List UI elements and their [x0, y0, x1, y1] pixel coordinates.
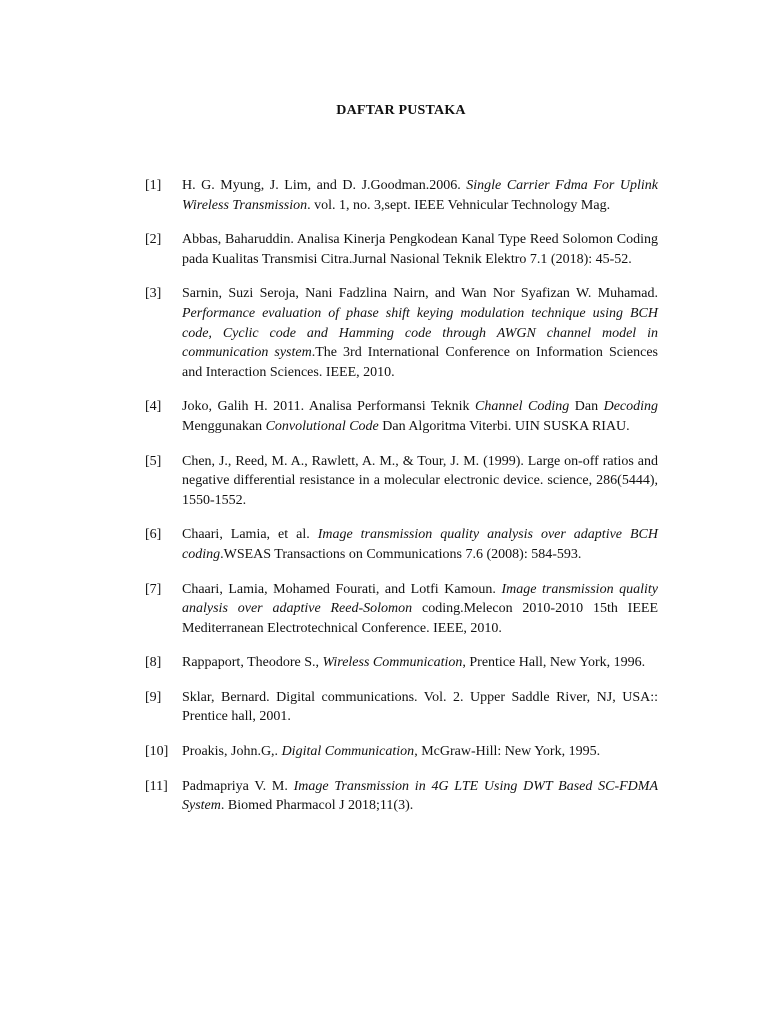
reference-item: [145, 397, 658, 436]
reference-text-part: . Biomed Pharmacol J 2018;11(3).: [220, 798, 414, 814]
reference-number: [2]: [145, 232, 162, 248]
reference-text: [182, 580, 658, 639]
reference-number: [7]: [145, 581, 162, 597]
reference-text-part: .WSEAS Transactions on Communications 7.6 (2008): 584-593.: [220, 546, 582, 562]
reference-number: [6]: [145, 527, 162, 543]
reference-item: [145, 580, 658, 639]
reference-text-part: Rappaport, Theodore S.,: [182, 655, 323, 671]
reference-title-italic: Single Carrier Fdma For Uplink Wireless Transmission: [182, 178, 658, 213]
reference-number: [11]: [145, 778, 168, 794]
reference-text: [182, 284, 658, 382]
reference-title-italic: Image transmission quality analysis over adaptive BCH coding: [182, 527, 658, 562]
reference-text-part: Chaari, Lamia, et al.: [182, 527, 318, 543]
reference-number: [5]: [145, 453, 162, 469]
reference-item: [145, 525, 658, 564]
reference-title-italic: Digital Communication: [281, 744, 415, 760]
reference-item: [145, 452, 658, 511]
reference-title-italic: Performance evaluation of phase shift keying modulation technique using BCH code, Cyclic code and Hamming code through AWGN channel model in communication system: [182, 305, 658, 361]
reference-number: [8]: [145, 655, 162, 671]
reference-text-part: Chaari, Lamia, Mohamed Fourati, and Lotfi Kamoun.: [182, 581, 502, 597]
reference-item: [145, 742, 658, 762]
reference-title-italic: Image Transmission in 4G LTE Using DWT Based SC-FDMA System: [182, 778, 658, 814]
reference-text-part: Sarnin, Suzi Seroja, Nani Fadzlina Nairn, and Wan Nor Syafizan W. Muhamad.: [182, 286, 658, 302]
reference-text: [182, 742, 658, 762]
reference-text: [182, 777, 658, 816]
reference-item: [145, 284, 658, 382]
reference-text: [182, 176, 658, 215]
reference-text: [182, 397, 658, 436]
reference-item: [145, 230, 658, 269]
reference-text-part: , McGraw-Hill: New York, 1995.: [414, 744, 601, 760]
reference-text-part: Dan: [569, 399, 604, 415]
reference-text-part: Dan Algoritma Viterbi. UIN SUSKA RIAU.: [378, 418, 630, 434]
reference-text-part: H. G. Myung, J. Lim, and D. J.Goodman.2006.: [182, 178, 467, 193]
reference-text-part: Menggunakan: [182, 418, 266, 434]
reference-text: [182, 452, 658, 511]
reference-number: [1]: [145, 178, 162, 193]
page-title: DAFTAR PUSTAKA: [336, 103, 466, 118]
reference-title-italic: Wireless Communication: [322, 655, 463, 671]
reference-number: [10]: [145, 744, 169, 760]
reference-text-part: Joko, Galih H. 2011. Analisa Performansi Teknik: [182, 399, 476, 415]
reference-number: [3]: [145, 286, 162, 302]
reference-title-italic: Decoding: [603, 399, 659, 415]
reference-text-part: Proakis, John.G,.: [182, 744, 282, 760]
reference-text-part: , Prentice Hall, New York, 1996.: [462, 655, 646, 671]
reference-item: [145, 176, 658, 215]
reference-item: [145, 688, 658, 727]
reference-text-part: Padmapriya V. M.: [182, 778, 294, 794]
reference-text: [182, 525, 658, 564]
reference-text-part: . vol. 1, no. 3,sept. IEEE Vehnicular Technology Mag.: [307, 197, 611, 213]
reference-item: [145, 653, 658, 673]
reference-title-italic: Channel Coding: [475, 399, 570, 415]
reference-item: [145, 777, 658, 816]
reference-text: [182, 653, 658, 673]
reference-list: [145, 176, 658, 831]
reference-text-part: coding.Melecon 2010-2010 15th IEEE Mediterranean Electrotechnical Conference. IEEE, 2010.: [182, 601, 658, 636]
reference-text-part: Abbas, Baharuddin. Analisa Kinerja Pengkodean Kanal Type Reed Solomon Coding pada Kualitas Transmisi Citra.Jurnal Nasional Teknik Elektro 7.1 (2018): 45-52.: [182, 232, 658, 267]
reference-number: [9]: [145, 689, 162, 705]
reference-text-part: .The 3rd International Conference on Information Sciences and Interaction Sciences. IEEE, 2010.: [182, 345, 658, 380]
reference-number: [4]: [145, 399, 162, 415]
reference-text: [182, 688, 658, 727]
reference-text-part: Chen, J., Reed, M. A., Rawlett, A. M., & Tour, J. M. (1999). Large on-off ratios and negative differential resistance in a molecular electronic device. science, 286(5444), 1550-1552.: [182, 453, 658, 508]
reference-title-italic: Image transmission quality analysis over adaptive Reed-Solomon: [182, 581, 658, 617]
reference-title-italic: Convolutional Code: [265, 418, 379, 434]
reference-text: [182, 230, 658, 269]
reference-text-part: Sklar, Bernard. Digital communications. Vol. 2. Upper Saddle River, NJ, USA:: Prentice hall, 2001.: [182, 689, 658, 725]
